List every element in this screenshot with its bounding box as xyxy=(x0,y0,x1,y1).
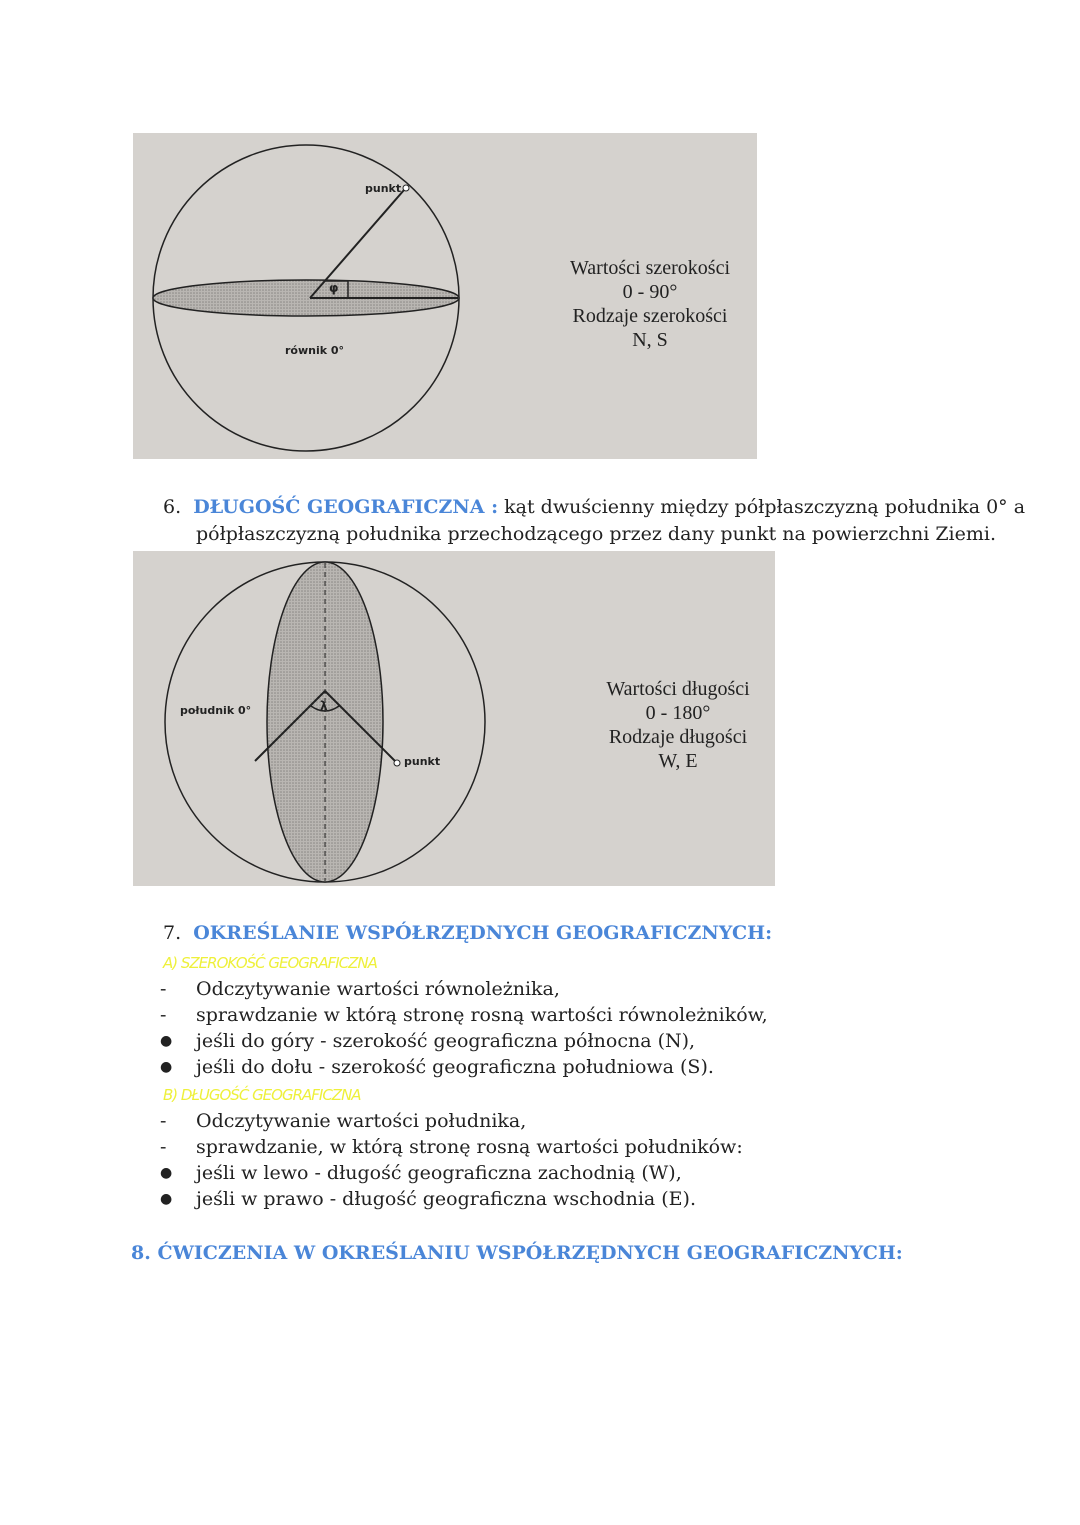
list-marker: - xyxy=(160,1004,167,1026)
latitude-values-text xyxy=(555,256,745,352)
list-item: jeśli w prawo - długość geograficzna wschodnia (E). xyxy=(196,1188,697,1210)
list-marker: ● xyxy=(160,1191,173,1207)
side-line: Wartości szerokości xyxy=(570,257,730,279)
list-item: jeśli do góry - szerokość geograficzna północna (N), xyxy=(196,1030,696,1052)
lambda-symbol: λ xyxy=(320,699,328,713)
list-item: jeśli w lewo - długość geograficzna zachodnią (W), xyxy=(196,1162,682,1184)
section-text: kąt dwuścienny między półpłaszczyzną południka 0° a xyxy=(504,496,1026,518)
list-marker: - xyxy=(160,978,167,1000)
list-marker: ● xyxy=(160,1033,173,1049)
list-marker: ● xyxy=(160,1059,173,1075)
equator-label: równik 0° xyxy=(285,344,345,357)
list-item: sprawdzanie, w którą stronę rosną wartości południków: xyxy=(196,1136,743,1158)
list-item: sprawdzanie w którą stronę rosną wartości równoleżników, xyxy=(196,1004,768,1026)
side-line: N, S xyxy=(632,329,668,351)
latitude-diagram xyxy=(133,133,757,459)
side-line: Rodzaje szerokości xyxy=(572,305,728,327)
list-item: jeśli do dołu - szerokość geograficzna południowa (S). xyxy=(196,1056,714,1078)
list-item: Odczytywanie wartości równoleżnika, xyxy=(196,978,560,1000)
section-number: 7. xyxy=(163,922,182,944)
side-line: Wartości długości xyxy=(606,678,750,700)
section-title: DŁUGOŚĆ GEOGRAFICZNA : xyxy=(193,496,499,518)
list-marker: - xyxy=(160,1110,167,1132)
longitude-values-text xyxy=(583,677,773,773)
point-label: punkt xyxy=(404,755,441,768)
section-number: 6. xyxy=(163,496,182,518)
list-marker: ● xyxy=(160,1165,173,1181)
longitude-diagram xyxy=(133,551,775,886)
list-marker: - xyxy=(160,1136,167,1158)
section8-heading: 8. ĆWICZENIA W OKREŚLANIU WSPÓŁRZĘDNYCH GEOGRAFICZNYCH: xyxy=(131,1242,903,1264)
side-line: 0 - 90° xyxy=(622,281,678,303)
point-label: punkt xyxy=(365,182,402,195)
section7-heading xyxy=(163,920,772,946)
side-line: W, E xyxy=(658,750,698,772)
side-line: Rodzaje długości xyxy=(608,726,748,748)
section-title: OKREŚLANIE WSPÓŁRZĘDNYCH GEOGRAFICZNYCH: xyxy=(193,922,773,944)
phi-symbol: φ xyxy=(329,281,339,295)
side-line: 0 - 180° xyxy=(645,702,711,724)
subheading-latitude: A) SZEROKOŚĆ GEOGRAFICZNA xyxy=(163,954,377,972)
section6-line2: półpłaszczyzną południka przechodzącego przez dany punkt na powierzchni Ziemi. xyxy=(196,523,997,545)
subheading-longitude: B) DŁUGOŚĆ GEOGRAFICZNA xyxy=(163,1086,361,1104)
meridian-label: południk 0° xyxy=(180,704,252,717)
section6-line1 xyxy=(163,494,1025,520)
list-item: Odczytywanie wartości południka, xyxy=(196,1110,527,1132)
